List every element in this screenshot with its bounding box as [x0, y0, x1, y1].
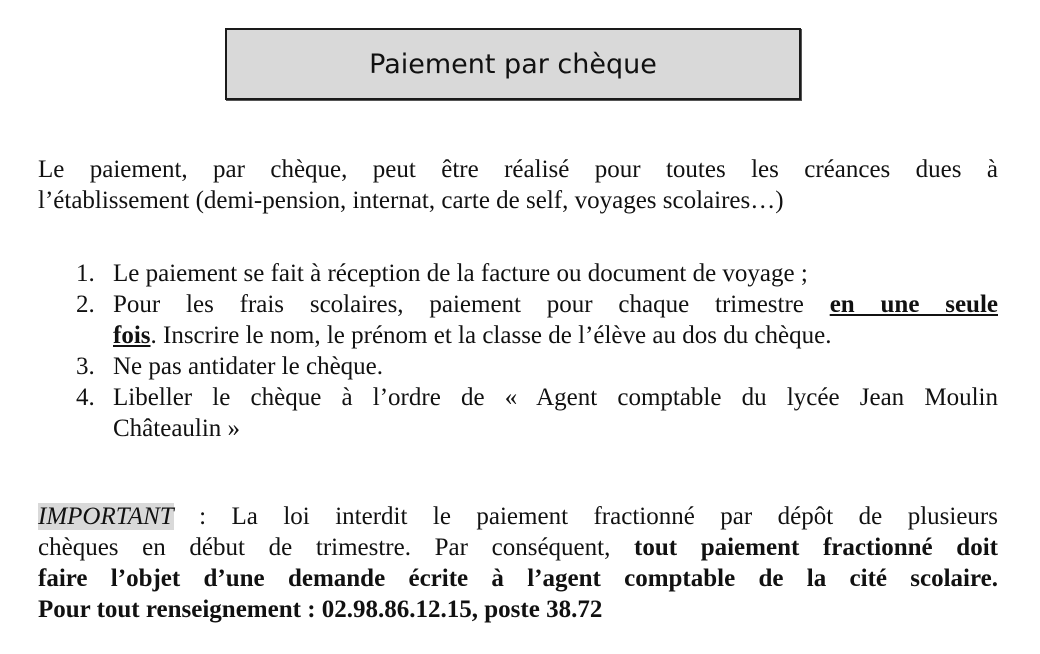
instructions-list	[76, 258, 998, 444]
emphasis-text: en une seule	[829, 291, 998, 318]
list-text-line-1	[113, 289, 998, 320]
list-text: Le paiement se fait à réception de la facture ou document de voyage ;	[113, 260, 808, 287]
intro-line-2: l’établissement (demi-pension, internat, carte de self, voyages scolaires…)	[38, 187, 784, 214]
important-line-1	[38, 501, 998, 532]
intro-paragraph	[38, 154, 998, 216]
list-text-line-1: Libeller le chèque à l’ordre de « Agent comptable du lycée Jean Moulin	[113, 384, 998, 411]
page-title: Paiement par chèque	[369, 48, 657, 80]
list-number: 1.	[76, 260, 95, 287]
list-item	[76, 382, 998, 444]
list-number: 4.	[76, 384, 95, 411]
contact-info: Pour tout renseignement : 02.98.86.12.15, poste 38.72	[38, 596, 603, 623]
important-line-3: faire l’objet d’une demande écrite à l’agent comptable de la cité scolaire.	[38, 565, 998, 592]
important-text: chèques en début de trimestre. Par conséquent,	[38, 534, 634, 561]
important-text: La loi interdit le paiement fractionné par dépôt de plusieurs	[231, 503, 998, 530]
title-box	[225, 28, 801, 100]
intro-line-1: Le paiement, par chèque, peut être réalisé pour toutes les créances dues à	[38, 156, 998, 183]
list-item	[76, 351, 998, 382]
list-text: Ne pas antidater le chèque.	[113, 353, 384, 380]
list-number: 3.	[76, 353, 95, 380]
important-bold-text: tout paiement fractionné doit	[634, 534, 998, 561]
important-line-2	[38, 532, 998, 563]
list-text: Pour les frais scolaires, paiement pour chaque trimestre	[113, 291, 804, 318]
separator: :	[173, 503, 232, 530]
list-text-line-2	[113, 320, 998, 351]
list-item	[76, 289, 998, 351]
list-number: 2.	[76, 291, 95, 318]
list-text-line-2: Châteaulin »	[113, 415, 241, 442]
important-paragraph	[38, 501, 998, 625]
important-label: IMPORTANT	[38, 503, 174, 530]
emphasis-text: fois	[113, 322, 151, 349]
list-text: . Inscrire le nom, le prénom et la classe de l’élève au dos du chèque.	[150, 322, 832, 349]
list-item	[76, 258, 998, 289]
